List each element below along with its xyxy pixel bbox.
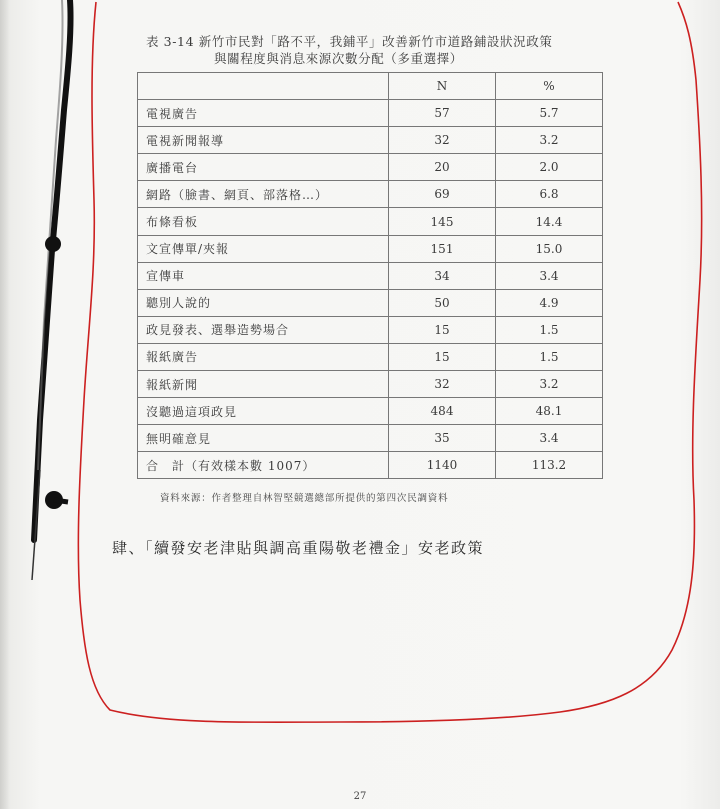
row-label: 宣傳車 — [138, 262, 389, 289]
table-row — [138, 371, 603, 398]
row-n: 32 — [389, 371, 496, 398]
row-label: 沒聽過這項政見 — [138, 398, 389, 425]
row-percent: 2.0 — [496, 154, 603, 181]
row-n: 57 — [389, 100, 496, 127]
header-percent: % — [496, 73, 603, 100]
table-row — [138, 208, 603, 235]
row-percent: 6.8 — [496, 181, 603, 208]
table-row — [138, 100, 603, 127]
row-percent: 5.7 — [496, 100, 603, 127]
source-note: 資料來源：作者整理自林智堅競選總部所提供的第四次民調資料 — [160, 493, 449, 504]
caption-line-2: 與關程度與消息來源次數分配（多重選擇） — [214, 51, 463, 66]
binder-thin-line — [32, 470, 40, 580]
table-row — [138, 154, 603, 181]
row-percent: 1.5 — [496, 343, 603, 370]
survey-table — [137, 72, 603, 479]
row-label: 無明確意見 — [138, 425, 389, 452]
row-n: 35 — [389, 425, 496, 452]
header-n: N — [389, 73, 496, 100]
table-row — [138, 289, 603, 316]
table-row — [138, 127, 603, 154]
row-n: 20 — [389, 154, 496, 181]
section-heading: 肆、「續發安老津貼與調高重陽敬老禮金」安老政策 — [112, 539, 485, 557]
row-n: 145 — [389, 208, 496, 235]
row-n: 34 — [389, 262, 496, 289]
binder-knot-lower — [45, 491, 63, 509]
row-percent: 1.5 — [496, 316, 603, 343]
row-percent: 3.2 — [496, 371, 603, 398]
row-n: 32 — [389, 127, 496, 154]
row-label: 廣播電台 — [138, 154, 389, 181]
row-percent: 48.1 — [496, 398, 603, 425]
row-percent: 3.2 — [496, 127, 603, 154]
row-label: 報紙新聞 — [138, 371, 389, 398]
table-row — [138, 398, 603, 425]
table-header-row — [138, 73, 603, 100]
row-n: 15 — [389, 316, 496, 343]
row-label: 報紙廣告 — [138, 343, 389, 370]
table-row — [138, 235, 603, 262]
row-n: 50 — [389, 289, 496, 316]
row-percent: 4.9 — [496, 289, 603, 316]
row-percent: 15.0 — [496, 235, 603, 262]
page-number: 27 — [353, 791, 367, 802]
table-caption — [132, 33, 612, 67]
row-percent: 3.4 — [496, 262, 603, 289]
row-n: 15 — [389, 343, 496, 370]
binder-cord-shade — [38, 0, 63, 470]
table-row — [138, 343, 603, 370]
table-row — [138, 181, 603, 208]
page-edge-shadow — [0, 0, 10, 809]
row-percent: 14.4 — [496, 208, 603, 235]
row-n: 69 — [389, 181, 496, 208]
row-label: 電視廣告 — [138, 100, 389, 127]
row-n: 484 — [389, 398, 496, 425]
row-n: 151 — [389, 235, 496, 262]
binder-knot-upper — [45, 236, 61, 252]
header-label — [138, 73, 389, 100]
row-label: 網路（臉書、網頁、部落格…） — [138, 181, 389, 208]
table-row — [138, 262, 603, 289]
total-percent: 113.2 — [496, 452, 603, 479]
row-percent: 3.4 — [496, 425, 603, 452]
table-row — [138, 316, 603, 343]
total-label: 合 計（有效樣本數 1007） — [138, 452, 389, 479]
row-label: 文宣傳單/夾報 — [138, 235, 389, 262]
caption-line-1: 表 3-14 新竹市民對「路不平，我鋪平」改善新竹市道路鋪設狀況政策 — [146, 34, 553, 49]
total-n: 1140 — [389, 452, 496, 479]
binder-cord — [34, 0, 71, 540]
row-label: 聽別人說的 — [138, 289, 389, 316]
table-total-row — [138, 452, 603, 479]
table-row — [138, 425, 603, 452]
binder-knot-tail — [54, 500, 68, 502]
row-label: 政見發表、選舉造勢場合 — [138, 316, 389, 343]
row-label: 布條看板 — [138, 208, 389, 235]
row-label: 電視新聞報導 — [138, 127, 389, 154]
